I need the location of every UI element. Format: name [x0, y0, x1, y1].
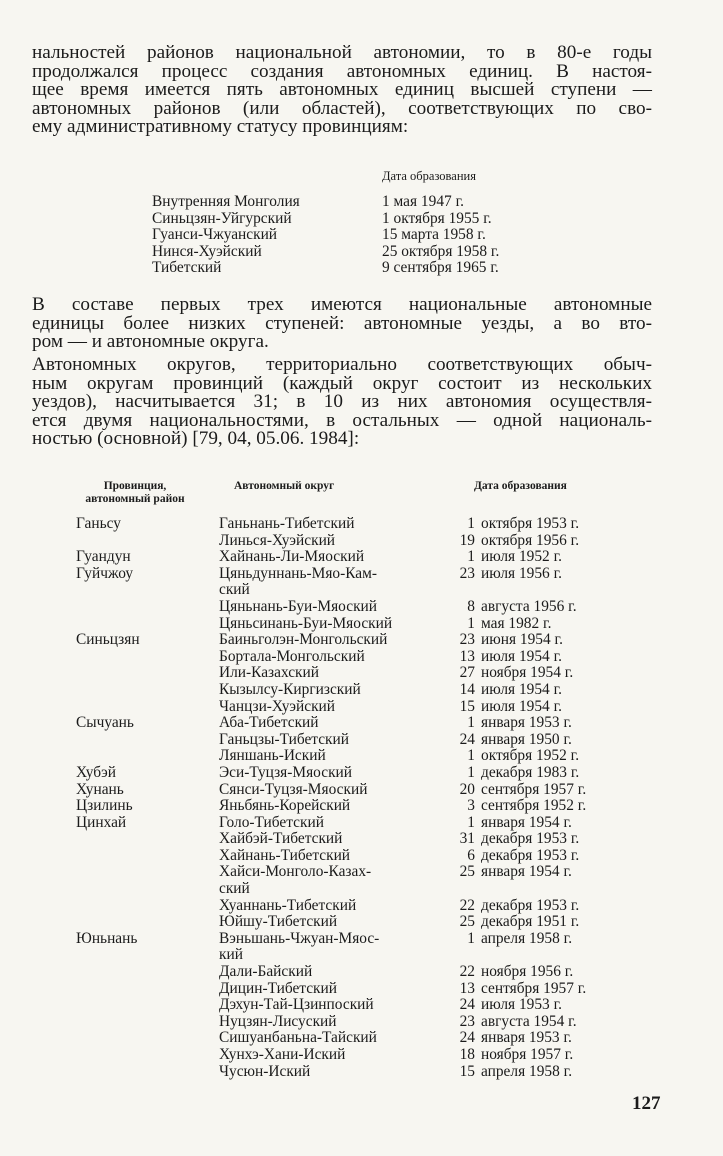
okrug-name: Цяньнань-Буи-Мяоский: [219, 597, 378, 615]
formation-date: 23 июня 1954 г.: [459, 631, 563, 649]
formation-date: 25 января 1954 г.: [459, 863, 572, 881]
formation-date: 13 сентября 1957 г.: [459, 979, 587, 997]
okrug-name: Вэньшань-Чжуан-Мяос- кий: [219, 929, 380, 964]
text-line: щее время имеется пять автономных единиц высшей ступени —: [32, 79, 652, 101]
page-number: 127: [632, 1093, 661, 1114]
text-line: ему административному статусу провинциям:: [32, 116, 409, 138]
formation-date: 15 апреля 1958 г.: [459, 1062, 573, 1080]
text-line: ностью (основной) [79, 04, 05.06. 1984]:: [32, 428, 360, 450]
formation-date: 18 ноября 1957 г.: [459, 1046, 574, 1063]
okrug-name: Яньбянь-Корейский: [219, 797, 351, 815]
province-name: Синьцзян: [76, 631, 140, 649]
okrug-name: Хайнань-Ли-Мяоский: [219, 548, 365, 566]
okrug-name: Хунхэ-Хани-Иский: [219, 1046, 346, 1063]
okrug-name: Дэхун-Тай-Цзинпоский: [219, 996, 374, 1014]
formation-date: 13 июля 1954 г.: [459, 647, 563, 665]
formation-date: 1 января 1954 г.: [467, 813, 572, 831]
province-name: Хубэй: [76, 763, 116, 781]
okrug-name: Хайнань-Тибетский: [219, 846, 351, 864]
formation-date: 31 декабря 1953 г.: [459, 830, 580, 848]
okrug-name: Ганьнань-Тибетский: [219, 515, 355, 532]
province-name: Цзилинь: [76, 797, 133, 815]
formation-date: 8 августа 1956 г.: [467, 597, 577, 615]
formation-date: 23 августа 1954 г.: [459, 1012, 577, 1030]
province-name: Юньнань: [76, 929, 138, 947]
text-line: ется двумя национальностями, в остальных — одной националь-: [32, 409, 652, 431]
formation-date: 1 октября 1952 г.: [467, 747, 580, 765]
okrug-name: Хайбэй-Тибетский: [219, 830, 343, 848]
formation-date: 3 сентября 1952 г.: [467, 797, 587, 815]
formation-date: 20 сентября 1957 г.: [459, 780, 587, 798]
formation-date: 19 октября 1956 г.: [459, 531, 580, 549]
okrug-name: Юйшу-Тибетский: [219, 913, 338, 931]
okrug-name: Ляншань-Иский: [219, 747, 326, 765]
okrug-name: Чанцзи-Хуэйский: [219, 697, 336, 715]
okrug-name: Линься-Хуэйский: [219, 531, 336, 549]
formation-date: 1 декабря 1983 г.: [467, 763, 580, 781]
header-province: [76, 480, 194, 505]
region-name: Синьцзян-Уйгурский: [152, 209, 292, 227]
header-province-line2: автономный район: [85, 492, 185, 505]
formation-date: 9 сентября 1965 г.: [382, 259, 499, 277]
okrug-name: Хайси-Монголо-Казах- ский: [219, 863, 372, 898]
formation-date: 23 июля 1956 г.: [459, 564, 563, 582]
formation-date: 22 декабря 1953 г.: [459, 896, 580, 914]
formation-date: 1 апреля 1958 г.: [467, 929, 573, 947]
formation-date: 22 ноября 1956 г.: [459, 963, 574, 981]
okrug-name: Хуаннань-Тибетский: [219, 896, 357, 914]
formation-date: 15 марта 1958 г.: [382, 226, 486, 244]
okrug-name: Цяньсинань-Буи-Мяоский: [219, 614, 393, 632]
text-line: единицы более низких ступеней: автономные уезды, а во вто-: [32, 312, 652, 334]
formation-date: 1 мая 1982 г.: [467, 614, 552, 632]
formation-date: 1 октября 1955 г.: [382, 209, 492, 227]
okrug-name: Баиньголэн-Монгольский: [219, 631, 388, 649]
formation-date: 1 мая 1947 г.: [382, 193, 464, 210]
formation-date: 24 января 1950 г.: [459, 730, 572, 748]
text-line: уездов), насчитывается 31; в 10 из них автономия осуществля-: [32, 391, 652, 413]
formation-date: 25 декабря 1951 г.: [459, 913, 580, 931]
okrug-name: Сишуанбаньна-Тайский: [219, 1029, 377, 1047]
text-line: продолжался процесс создания автономных единиц. В настоя-: [32, 60, 652, 82]
province-name: Гуйчжоу: [76, 564, 134, 582]
header-date: Дата образования: [474, 480, 567, 492]
province-name: Гуандун: [76, 548, 131, 566]
formation-date: 25 октября 1958 г.: [382, 242, 500, 260]
text-line: нальностей районов национальной автономии, то в 80-е годы: [32, 42, 652, 63]
okrug-name: Цяньдуннань-Мяо-Кам- ский: [219, 564, 378, 599]
text-line: Автономных округов, территориально соответствующих обыч-: [32, 354, 652, 375]
province-name: Сычуань: [76, 714, 134, 732]
formation-date: 15 июля 1954 г.: [459, 697, 563, 715]
region-name: Гуанси-Чжуанский: [152, 226, 278, 244]
paragraph-intro: [32, 44, 652, 137]
region-name: Тибетский: [152, 259, 222, 277]
region-name: Нинся-Хуэйский: [152, 242, 262, 260]
okrug-name: Чусюн-Иский: [219, 1062, 311, 1080]
formation-date: 6 декабря 1953 г.: [467, 846, 580, 864]
formation-date: 1 января 1953 г.: [467, 714, 572, 732]
okrug-name: Голо-Тибетский: [219, 813, 324, 831]
province-name: Цинхай: [76, 813, 127, 831]
text-line: автономных районов (или областей), соответствующих по сво-: [32, 97, 652, 119]
header-okrug: Автономный округ: [234, 480, 335, 492]
text-line: ром — и автономные округа.: [32, 331, 269, 353]
region-name: Внутренняя Монголия: [152, 193, 300, 210]
okrug-name: Нуцзян-Лисуский: [219, 1012, 337, 1030]
formation-date: 14 июля 1954 г.: [459, 680, 563, 698]
okrug-name: Аба-Тибетский: [219, 714, 319, 732]
okrug-name: Бортала-Монгольский: [219, 647, 365, 665]
okrug-name: Ганьцзы-Тибетский: [219, 730, 349, 748]
okrug-name: Сянси-Туцзя-Мяоский: [219, 780, 368, 798]
formation-date: 27 ноября 1954 г.: [459, 664, 574, 682]
formation-date: 24 июля 1953 г.: [459, 996, 563, 1014]
okrug-name: Дицин-Тибетский: [219, 979, 337, 997]
province-name: Ганьсу: [76, 515, 121, 532]
text-line: В составе первых трех имеются национальные автономные: [32, 294, 652, 315]
table-header-date: Дата образования: [382, 169, 476, 183]
okrug-name: Дали-Байский: [219, 963, 313, 981]
paragraph-lower-units: [32, 296, 652, 352]
text-line: ным округам провинций (каждый округ состоит из нескольких: [32, 372, 652, 394]
formation-date: 24 января 1953 г.: [459, 1029, 572, 1047]
formation-date: 1 июля 1952 г.: [467, 548, 563, 566]
paragraph-okrugs: [32, 356, 652, 449]
header-province-line1: Провинция,: [103, 480, 167, 492]
okrug-name: Или-Казахский: [219, 664, 319, 682]
formation-date: 1 октября 1953 г.: [467, 515, 580, 532]
okrug-name: Кызылсу-Киргизский: [219, 680, 361, 698]
province-name: Хунань: [76, 780, 124, 798]
okrug-name: Эси-Туцзя-Мяоский: [219, 763, 353, 781]
